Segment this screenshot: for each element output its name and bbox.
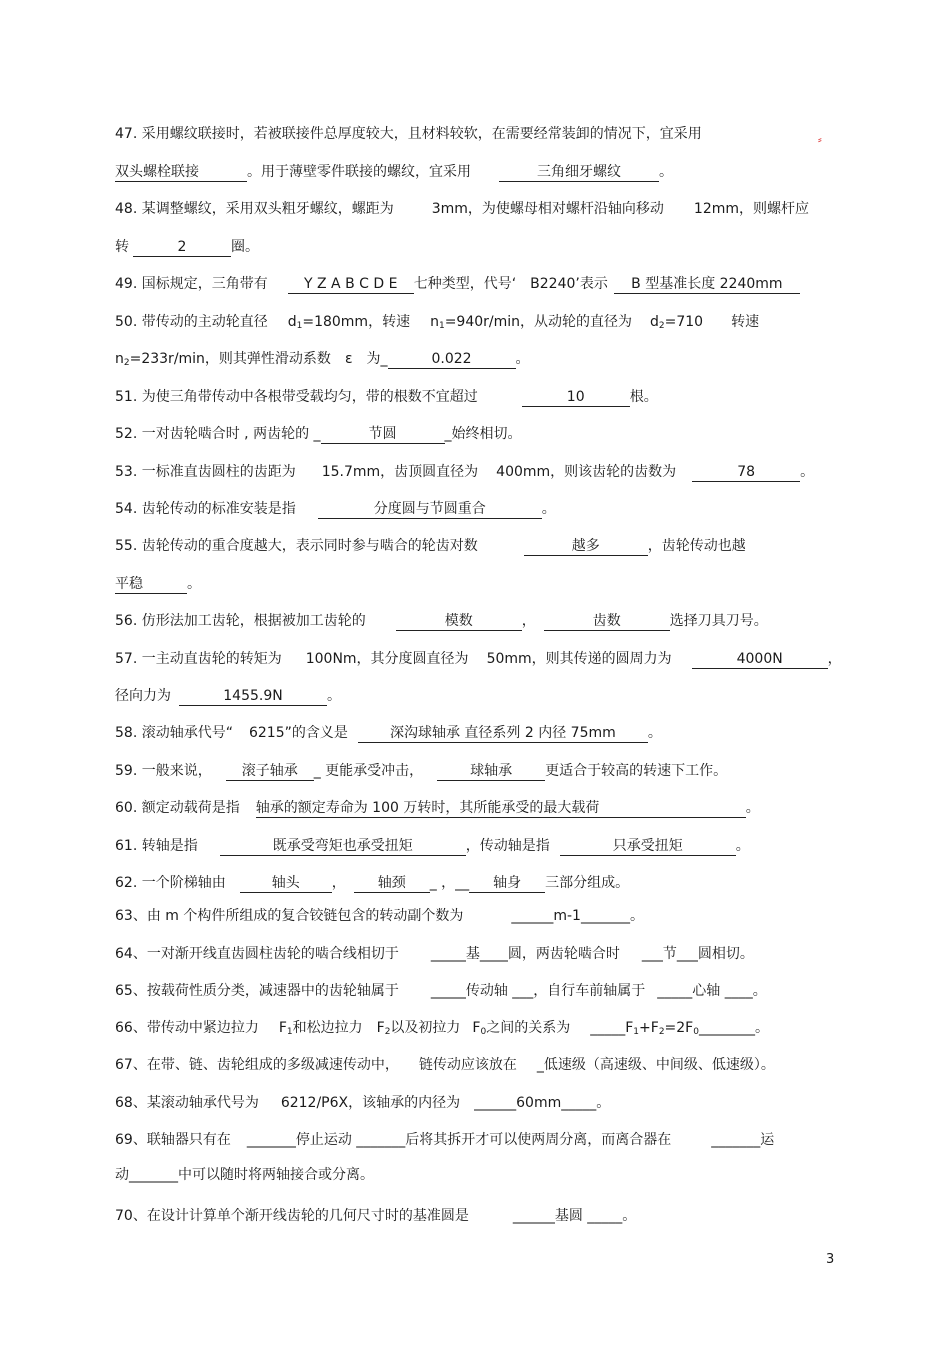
q48-text2: 3mm，为使螺母相对螺杆沿轴向移动 bbox=[431, 201, 664, 217]
q57-text2: 100Nm，其分度圆直径为 bbox=[305, 651, 469, 667]
q50-text5: =710 bbox=[664, 314, 704, 330]
q69-text3: 动_______中可以随时将两轴接合或分离。 bbox=[115, 1167, 374, 1183]
q62-text3: _ ，__ bbox=[429, 875, 470, 891]
q47-line1 bbox=[115, 124, 850, 144]
q48-text4: 转 bbox=[115, 239, 129, 255]
q66-answer-d: ________。 bbox=[698, 1020, 769, 1036]
q68-text2: 6212/P6X，该轴承的内径为 bbox=[280, 1095, 461, 1111]
q65-answer2: _____心轴 ____。 bbox=[657, 983, 767, 999]
q62-text: 62. 一个阶梯轴由 bbox=[115, 875, 226, 891]
q64-answer1: _____基____圆，两齿轮啮合时 bbox=[430, 946, 620, 962]
q64-line bbox=[115, 944, 850, 964]
q51-text2: 根。 bbox=[629, 389, 658, 405]
q70-answer: ______基圆 _____ bbox=[512, 1208, 623, 1224]
q69-line1 bbox=[115, 1130, 850, 1150]
q61-text2: ，传动轴是指 bbox=[465, 838, 550, 854]
q57-line1 bbox=[115, 649, 850, 669]
q50-text6: 转速 bbox=[731, 314, 760, 330]
q48-line1 bbox=[115, 199, 850, 219]
q67-text: 67、在带、链、齿轮组成的多级减速传动中， bbox=[115, 1057, 399, 1073]
q67-line bbox=[115, 1055, 850, 1075]
q56-text: 56. 仿形法加工齿轮，根据被加工齿轮的 bbox=[115, 613, 366, 629]
q50-text8: 为_ bbox=[366, 351, 388, 367]
q47-answer2: 三角细牙螺纹 bbox=[499, 163, 659, 182]
q55-text: 55. 齿轮传动的重合度越大，表示同时参与啮合的轮齿对数 bbox=[115, 538, 478, 554]
q50-n2-sub: 2 bbox=[123, 358, 130, 368]
q49-answer2: B 型基准长度 2240mm bbox=[614, 275, 800, 294]
q49-text: 49. 国标规定，三角带有 bbox=[115, 276, 268, 292]
q49-text3: B2240’表示 bbox=[530, 276, 608, 292]
q62-line bbox=[115, 873, 850, 893]
q50-epsilon: ε bbox=[344, 351, 353, 367]
q66-f0-sub: 0 bbox=[480, 1027, 487, 1037]
red-mark-icon: ⸗ bbox=[818, 133, 822, 146]
q68-text3: 。 bbox=[596, 1095, 611, 1111]
q50-text3: =940r/min bbox=[444, 314, 521, 330]
q63-text2: 。 bbox=[629, 908, 644, 924]
q61-text3: 。 bbox=[735, 838, 750, 854]
q57-text5: 径向力为 bbox=[115, 688, 171, 704]
q66-f1-sub: 1 bbox=[286, 1027, 293, 1037]
q66-text3: 以及初拉力 bbox=[390, 1020, 461, 1036]
q66-text4: 之间的关系为 bbox=[486, 1020, 571, 1036]
q52-answer: 节圆 bbox=[321, 425, 445, 444]
q66-answer-b: +F bbox=[639, 1020, 659, 1036]
page-number: 3 bbox=[826, 1252, 835, 1267]
q47-text3: 。 bbox=[659, 164, 673, 180]
q69-answer2: _______运 bbox=[711, 1132, 775, 1148]
q62-text4: 三部分组成。 bbox=[545, 875, 630, 891]
q66-f2-sub: 2 bbox=[384, 1027, 391, 1037]
q62-answer3: 轴身 bbox=[469, 874, 545, 893]
q69-text2: _______停止运动 _______后将其拆开才可以使两周分离，而离合器在 bbox=[246, 1132, 672, 1148]
q61-line bbox=[115, 836, 850, 856]
q53-line bbox=[115, 462, 850, 482]
q53-text: 53. 一标准直齿圆柱的齿距为 bbox=[115, 464, 296, 480]
q57-text4: ， bbox=[827, 651, 842, 667]
q51-text: 51. 为使三角带传动中各根带受载均匀，带的根数不宜超过 bbox=[115, 389, 478, 405]
q66-answer-sub2: 2 bbox=[658, 1027, 665, 1037]
q59-text2: _ 更能承受冲击， bbox=[313, 763, 424, 779]
q66-answer-sub1: 1 bbox=[633, 1027, 640, 1037]
q58-text3: 。 bbox=[647, 725, 662, 741]
q59-text3: 更适合于较高的转速下工作。 bbox=[545, 763, 728, 779]
q50-d2: d bbox=[650, 314, 659, 330]
q64-answer2: ___节___圆相切。 bbox=[641, 946, 754, 962]
q59-line bbox=[115, 761, 850, 781]
q54-line bbox=[115, 499, 850, 519]
q66-f0: F bbox=[472, 1020, 481, 1036]
q57-text6: 。 bbox=[327, 688, 341, 704]
q57-answer1: 4000N bbox=[692, 650, 828, 669]
q55-text3: 。 bbox=[187, 576, 201, 592]
q50-text9: 。 bbox=[515, 351, 530, 367]
q69-text: 69、联轴器只有在 bbox=[115, 1132, 231, 1148]
q67-text2: 链传动应该放在 bbox=[418, 1057, 517, 1073]
q61-answer2: 只承受扭矩 bbox=[560, 837, 736, 856]
q65-text: 65、按载荷性质分类，减速器中的齿轮轴属于 bbox=[115, 983, 399, 999]
q56-line bbox=[115, 611, 850, 631]
q48-answer: 2 bbox=[133, 238, 231, 257]
q58-text: 58. 滚动轴承代号“ bbox=[115, 725, 233, 741]
q65-answer1: _____传动轴 ___，自行车前轴属于 bbox=[430, 983, 646, 999]
q70-text2: 。 bbox=[622, 1208, 637, 1224]
q66-text2: 和松边拉力 bbox=[292, 1020, 363, 1036]
q57-text3: 50mm，则其传递的圆周力为 bbox=[486, 651, 672, 667]
q66-f: F bbox=[278, 1020, 287, 1036]
q68-text: 68、某滚动轴承代号为 bbox=[115, 1095, 259, 1111]
q66-line bbox=[115, 1018, 850, 1038]
q56-text2: ， bbox=[521, 613, 536, 629]
q50-n2: n bbox=[115, 351, 124, 367]
q50-d2-sub: 2 bbox=[658, 321, 665, 331]
q51-line bbox=[115, 387, 850, 407]
q57-line2 bbox=[115, 686, 850, 706]
q50-n: n bbox=[430, 314, 439, 330]
q52-line bbox=[115, 424, 850, 444]
q54-answer: 分度圆与节圆重合 bbox=[318, 500, 542, 519]
q52-text: 52. 一对齿轮啮合时 , 两齿轮的 _ bbox=[115, 426, 321, 442]
q55-answer: 越多 bbox=[524, 537, 648, 556]
q53-answer: 78 bbox=[692, 463, 800, 482]
q54-text2: 。 bbox=[541, 501, 556, 517]
q54-text: 54. 齿轮传动的标准安装是指 bbox=[115, 501, 296, 517]
q47-text: 47. 采用螺纹联接时，若被联接件总厚度较大，且材料较软，在需要经常装卸的情况下，宜采用 bbox=[115, 126, 702, 142]
q60-text2: 。 bbox=[745, 800, 760, 816]
q58-line bbox=[115, 723, 850, 743]
q49-answer1: Y Z A B C D E bbox=[288, 275, 414, 294]
q63-line bbox=[115, 906, 850, 926]
q57-text: 57. 一主动直齿轮的转矩为 bbox=[115, 651, 282, 667]
q59-answer2: 球轴承 bbox=[437, 762, 545, 781]
q66-f2: F bbox=[376, 1020, 385, 1036]
q68-answer: ______60mm_____ bbox=[474, 1095, 597, 1111]
q57-answer2: 1455.9N bbox=[179, 687, 327, 706]
q60-text: 60. 额定动载荷是指 bbox=[115, 800, 240, 816]
q53-text3: 400mm，则该齿轮的齿数为 bbox=[496, 464, 677, 480]
q50-n-sub: 1 bbox=[438, 321, 445, 331]
q59-text: 59. 一般来说， bbox=[115, 763, 212, 779]
q66-answer-a: _____F bbox=[590, 1020, 634, 1036]
q61-text: 61. 转轴是指 bbox=[115, 838, 198, 854]
q63-text: 63、由 m 个构件所组成的复合铰链包含的转动副个数为 bbox=[115, 908, 464, 924]
q70-line bbox=[115, 1206, 850, 1226]
q55-text2: ，齿轮传动也越 bbox=[647, 538, 746, 554]
q62-text2: ， bbox=[331, 875, 346, 891]
q48-text3: 12mm，则螺杆应 bbox=[693, 201, 809, 217]
q50-d: d bbox=[287, 314, 297, 330]
q58-text2: 6215”的含义是 bbox=[248, 725, 348, 741]
q66-answer-c: =2F bbox=[664, 1020, 694, 1036]
q56-answer2: 齿数 bbox=[544, 612, 670, 631]
q60-answer: 轴承的额定寿命为 100 万转时，其所能承受的最大载荷 bbox=[256, 799, 746, 818]
q56-text3: 选择刀具刀号。 bbox=[669, 613, 768, 629]
q50-text2: =180mm，转速 bbox=[302, 314, 411, 330]
q66-answer-sub3: 0 bbox=[693, 1027, 699, 1037]
q47-text2: 。用于薄壁零件联接的螺纹，宜采用 bbox=[247, 164, 471, 180]
q70-text: 70、在设计计算单个渐开线齿轮的几何尺寸时的基准圆是 bbox=[115, 1208, 469, 1224]
q59-answer1: 滚子轴承 bbox=[226, 762, 314, 781]
q47-line2 bbox=[115, 162, 850, 182]
q58-answer: 深沟球轴承 直径系列 2 内径 75mm bbox=[358, 724, 648, 743]
q50-d-sub: 1 bbox=[296, 321, 303, 331]
q53-text4: 。 bbox=[800, 464, 815, 480]
q67-answer: _低速级（高速级、中间级、低速级）。 bbox=[536, 1057, 775, 1073]
q55-line2 bbox=[115, 574, 850, 594]
q49-text2: 七种类型，代号‘ bbox=[413, 276, 517, 292]
q47-answer1: 双头螺栓联接 bbox=[115, 163, 247, 182]
q55-answer2: 平稳 bbox=[115, 575, 187, 594]
q50-text: 50. 带传动的主动轮直径 bbox=[115, 314, 268, 330]
q63-answer: ______m-1_______ bbox=[511, 908, 630, 924]
q60-line bbox=[115, 798, 850, 818]
q51-answer: 10 bbox=[522, 388, 630, 407]
q62-answer1: 轴头 bbox=[240, 874, 332, 893]
q52-text2: _始终相切。 bbox=[444, 426, 522, 442]
q55-line1 bbox=[115, 536, 850, 556]
q48-text5: 圈。 bbox=[231, 239, 259, 255]
q50-line2 bbox=[115, 349, 850, 369]
q64-text: 64、一对渐开线直齿圆柱齿轮的啮合线相切于 bbox=[115, 946, 399, 962]
q56-answer1: 模数 bbox=[396, 612, 522, 631]
q61-answer1: 既承受弯矩也承受扭矩 bbox=[220, 837, 466, 856]
q62-answer2: 轴颈 bbox=[354, 874, 430, 893]
q48-text: 48. 某调整螺纹，采用双头粗牙螺纹，螺距为 bbox=[115, 201, 394, 217]
q48-line2 bbox=[115, 237, 850, 257]
q66-text: 66、带传动中紧边拉力 bbox=[115, 1020, 259, 1036]
q68-line bbox=[115, 1093, 850, 1113]
q69-line2 bbox=[115, 1165, 850, 1185]
q50-text7: =233r/min，则其弹性滑动系数 bbox=[129, 351, 331, 367]
q49-line bbox=[115, 274, 850, 294]
q50-text4: ，从动轮的直径为 bbox=[520, 314, 633, 330]
q50-line1 bbox=[115, 312, 850, 332]
q65-line bbox=[115, 981, 850, 1001]
q53-text2: 15.7mm，齿顶圆直径为 bbox=[321, 464, 479, 480]
q50-answer: 0.022 bbox=[388, 350, 516, 369]
